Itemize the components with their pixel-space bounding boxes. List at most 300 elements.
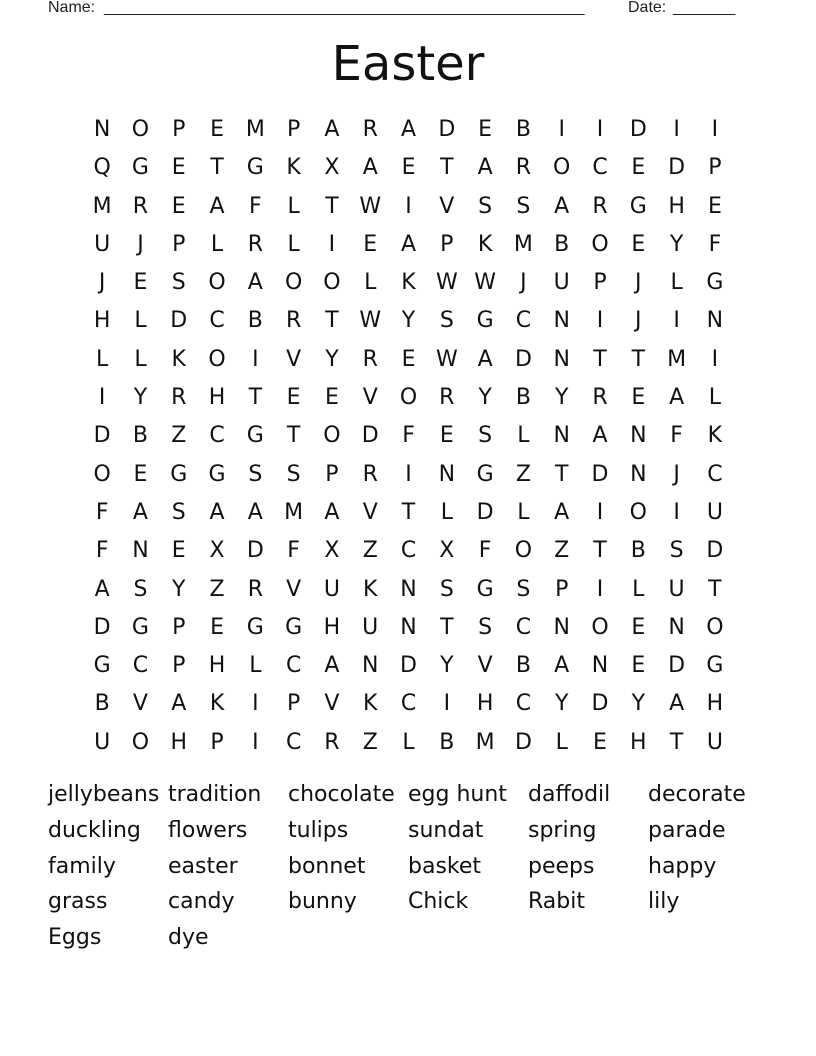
grid-letter: W <box>435 346 458 372</box>
grid-letter: G <box>170 461 188 487</box>
word-list-item: family <box>48 853 116 879</box>
grid-letter: B <box>554 231 570 257</box>
grid-letter: N <box>630 423 647 449</box>
grid-letter: T <box>210 155 224 181</box>
grid-letter: J <box>635 270 642 296</box>
grid-letter: T <box>708 576 722 602</box>
grid-letter: L <box>249 653 262 679</box>
grid-letter: G <box>476 576 494 602</box>
word-list-item: flowers <box>168 817 248 843</box>
grid-letter: S <box>286 461 301 487</box>
grid-letter: Z <box>171 423 187 449</box>
word-list-item: peeps <box>528 853 595 879</box>
grid-letter: N <box>553 346 570 372</box>
grid-letter: L <box>632 576 645 602</box>
word-list-item: decorate <box>648 782 746 807</box>
grid-letter: D <box>668 155 686 181</box>
grid-letter: G <box>706 270 724 296</box>
grid-letter: I <box>405 461 412 487</box>
grid-letter: C <box>592 155 608 181</box>
word-list-item: tradition <box>168 782 262 807</box>
grid-letter: O <box>323 270 341 296</box>
grid-letter: E <box>171 155 186 181</box>
grid-letter: V <box>362 499 378 525</box>
grid-letter: O <box>208 270 226 296</box>
grid-letter: L <box>517 423 530 449</box>
grid-letter: O <box>591 231 609 257</box>
grid-letter: X <box>324 155 340 181</box>
grid-letter: G <box>131 614 149 640</box>
grid-letter: T <box>669 729 684 755</box>
grid-letter: J <box>635 308 642 334</box>
grid-letter: W <box>435 270 458 296</box>
grid-letter: E <box>631 231 646 257</box>
grid-letter: E <box>593 729 607 755</box>
grid-letter: T <box>593 346 607 372</box>
name-label: Name: <box>48 0 96 16</box>
grid-letter: R <box>362 117 378 142</box>
grid-letter: D <box>591 461 609 487</box>
grid-letter: O <box>399 385 418 411</box>
grid-letter: I <box>252 691 259 717</box>
grid-letter: J <box>98 270 106 296</box>
grid-letter: S <box>516 576 531 602</box>
grid-letter: R <box>592 193 608 219</box>
grid-letter: V <box>362 385 378 411</box>
grid-letter: F <box>478 538 492 564</box>
grid-letter: N <box>553 308 570 334</box>
grid-letter: E <box>210 614 224 640</box>
grid-letter: K <box>363 576 378 602</box>
grid-letter: R <box>285 308 302 334</box>
grid-letter: N <box>553 423 570 449</box>
grid-letter: P <box>172 117 186 142</box>
grid-letter: A <box>209 499 225 525</box>
grid-letter: U <box>362 614 379 640</box>
grid-letter: T <box>325 193 339 219</box>
grid-letter: N <box>706 308 724 334</box>
word-list-item: duckling <box>48 817 141 843</box>
word-list-item: parade <box>648 817 726 843</box>
grid-letter: N <box>591 653 609 679</box>
grid-letter: X <box>439 538 455 564</box>
grid-letter: H <box>208 653 226 679</box>
grid-letter: F <box>287 538 300 564</box>
grid-letter: I <box>443 691 451 717</box>
word-list-item: easter <box>168 853 238 879</box>
grid-letter: Z <box>209 576 225 602</box>
grid-letter: N <box>668 614 685 640</box>
grid-letter: S <box>133 576 148 602</box>
grid-letter: C <box>400 538 417 564</box>
grid-letter: B <box>132 423 148 449</box>
grid-letter: P <box>172 653 186 679</box>
word-list-item: bunny <box>288 889 357 915</box>
grid-letter: O <box>323 423 341 449</box>
grid-letter: C <box>707 461 723 487</box>
grid-letter: K <box>209 691 225 717</box>
header <box>48 0 748 20</box>
grid-letter: T <box>440 614 454 640</box>
grid-letter: D <box>93 423 111 449</box>
grid-letter: X <box>324 538 340 564</box>
grid-letter: E <box>171 538 186 564</box>
grid-letter: E <box>439 423 454 449</box>
grid-letter: O <box>591 614 609 640</box>
grid-letter: C <box>209 308 225 334</box>
grid-letter: G <box>476 308 494 334</box>
grid-letter: R <box>247 231 263 257</box>
grid-letter: F <box>95 499 109 525</box>
grid-letter: B <box>439 729 455 755</box>
grid-letter: P <box>286 691 301 717</box>
grid-letter: G <box>285 614 303 640</box>
grid-letter: G <box>246 423 264 449</box>
grid-letter: A <box>669 691 685 717</box>
word-list-item: candy <box>168 889 235 915</box>
grid-letter: A <box>554 653 570 679</box>
grid-letter: F <box>402 423 415 449</box>
grid-letter: J <box>520 270 527 296</box>
word-list <box>48 777 768 956</box>
grid-letter: O <box>553 155 571 181</box>
grid-letter: D <box>246 538 264 564</box>
grid-letter: U <box>706 729 723 755</box>
grid-letter: Q <box>93 155 111 181</box>
word-list-item: chocolate <box>288 782 395 807</box>
grid-letter: S <box>439 576 454 602</box>
grid-letter: Y <box>172 576 186 602</box>
grid-letter: R <box>132 193 149 219</box>
grid-letter: P <box>172 614 186 640</box>
grid-letter: E <box>401 155 416 181</box>
grid-letter: I <box>596 499 604 525</box>
grid-letter: L <box>708 385 722 411</box>
grid-letter: G <box>476 461 494 487</box>
grid-letter: I <box>711 117 719 142</box>
grid-letter: F <box>670 423 683 449</box>
grid-letter: D <box>514 729 532 755</box>
grid-letter: V <box>439 193 455 219</box>
grid-letter: K <box>363 691 378 717</box>
grid-letter: R <box>171 385 187 411</box>
grid-letter: E <box>631 614 646 640</box>
grid-letter: B <box>515 117 531 142</box>
grid-letter: B <box>630 538 646 564</box>
word-list-item: basket <box>408 853 482 879</box>
grid-letter: I <box>596 117 604 142</box>
grid-letter: T <box>401 499 416 525</box>
grid-letter: T <box>248 385 263 411</box>
grid-letter: Y <box>478 385 492 411</box>
grid-letter: N <box>630 461 647 487</box>
grid-letter: M <box>284 499 304 525</box>
grid-letter: O <box>93 461 111 487</box>
grid-letter: I <box>673 308 680 334</box>
grid-letter: P <box>325 461 339 487</box>
grid-letter: X <box>209 538 225 564</box>
grid-letter: S <box>669 538 684 564</box>
grid-letter: V <box>477 653 493 679</box>
grid-letter: Z <box>362 538 378 564</box>
grid-letter: K <box>171 346 186 372</box>
grid-letter: T <box>554 461 569 487</box>
grid-letter: L <box>440 499 453 525</box>
word-list-item: tulips <box>288 817 349 843</box>
grid-letter: A <box>209 193 225 219</box>
grid-letter: I <box>596 308 604 334</box>
grid-letter: N <box>132 538 149 564</box>
word-list-item: happy <box>648 853 717 879</box>
grid-letter: U <box>94 231 111 257</box>
grid-letter: O <box>208 346 226 372</box>
grid-letter: R <box>324 729 340 755</box>
grid-letter: C <box>515 614 532 640</box>
grid-letter: A <box>247 499 263 525</box>
grid-letter: O <box>706 614 724 640</box>
grid-letter: C <box>515 691 532 717</box>
grid-letter: H <box>668 193 685 219</box>
grid-letter: H <box>323 614 341 640</box>
grid-letter: S <box>478 193 493 219</box>
grid-letter: S <box>248 461 263 487</box>
grid-letter: U <box>94 729 111 755</box>
date-line: _______ <box>673 0 736 16</box>
grid-letter: T <box>325 308 339 334</box>
grid-letter: J <box>673 461 680 487</box>
grid-letter: L <box>517 499 530 525</box>
grid-letter: Y <box>554 691 569 717</box>
grid-letter: M <box>92 193 112 219</box>
grid-letter: A <box>669 385 685 411</box>
grid-letter: A <box>247 270 263 296</box>
grid-letter: G <box>629 193 647 219</box>
grid-letter: M <box>475 729 495 755</box>
grid-letter: H <box>630 729 647 755</box>
grid-letter: Z <box>515 461 531 487</box>
grid-letter: D <box>438 117 456 142</box>
grid-letter: Y <box>401 308 416 334</box>
grid-letter: U <box>323 576 340 602</box>
grid-letter: I <box>673 499 680 525</box>
grid-letter: M <box>245 117 265 142</box>
grid-letter: E <box>133 461 148 487</box>
grid-letter: S <box>478 614 493 640</box>
grid-letter: V <box>132 691 148 717</box>
word-list-item: Eggs <box>48 925 102 951</box>
grid-letter: Y <box>554 385 569 411</box>
grid-letter: I <box>328 231 336 257</box>
grid-letter: I <box>252 346 259 372</box>
grid-letter: N <box>438 461 456 487</box>
grid-letter: H <box>208 385 226 411</box>
grid-letter: A <box>400 231 417 257</box>
word-list-item: egg hunt <box>408 782 507 807</box>
grid-letter: C <box>285 729 302 755</box>
grid-letter: K <box>401 270 416 296</box>
grid-letter: E <box>210 117 224 142</box>
grid-letter: P <box>210 729 224 755</box>
grid-letter: M <box>667 346 687 372</box>
grid-letter: D <box>476 499 494 525</box>
grid-letter: G <box>246 155 264 181</box>
grid-letter: A <box>324 117 340 142</box>
grid-letter: U <box>668 576 685 602</box>
grid-letter: R <box>247 576 263 602</box>
grid-letter: E <box>631 155 646 181</box>
grid-letter: I <box>98 385 106 411</box>
grid-letter: J <box>137 231 144 257</box>
grid-letter: C <box>515 308 532 334</box>
grid-letter: A <box>132 499 148 525</box>
grid-letter: I <box>558 117 565 142</box>
word-list-item: Chick <box>408 889 469 915</box>
date-label: Date: <box>628 0 667 16</box>
grid-letter: D <box>170 308 188 334</box>
grid-letter: C <box>285 653 302 679</box>
grid-letter: B <box>247 308 263 334</box>
grid-letter: C <box>132 653 149 679</box>
grid-letter: T <box>440 155 454 181</box>
grid-letter: R <box>515 155 532 181</box>
grid-letter: R <box>362 346 378 372</box>
grid-letter: Y <box>631 691 646 717</box>
grid-letter: N <box>400 614 417 640</box>
grid-letter: E <box>363 231 378 257</box>
grid-letter: C <box>400 691 417 717</box>
letter-grid <box>83 111 734 762</box>
grid-letter: G <box>246 614 264 640</box>
word-list-item: bonnet <box>288 853 366 879</box>
grid-letter: R <box>439 385 455 411</box>
grid-letter: P <box>286 117 301 142</box>
grid-letter: A <box>324 499 340 525</box>
grid-letter: L <box>287 193 300 219</box>
grid-letter: F <box>708 231 722 257</box>
grid-letter: D <box>706 538 724 564</box>
grid-letter: S <box>478 423 493 449</box>
grid-letter: D <box>514 346 532 372</box>
grid-letter: W <box>359 308 382 334</box>
grid-letter: M <box>513 231 533 257</box>
grid-letter: L <box>555 729 568 755</box>
word-list-item: Rabit <box>528 889 585 915</box>
grid-letter: T <box>593 538 607 564</box>
grid-letter: D <box>668 653 686 679</box>
grid-letter: A <box>362 155 378 181</box>
grid-letter: P <box>555 576 569 602</box>
grid-letter: T <box>286 423 301 449</box>
grid-letter: B <box>94 691 110 717</box>
grid-letter: N <box>93 117 111 142</box>
grid-letter: Y <box>669 231 684 257</box>
grid-letter: L <box>134 308 147 334</box>
grid-letter: N <box>361 653 379 679</box>
grid-letter: L <box>670 270 683 296</box>
grid-letter: A <box>554 193 570 219</box>
grid-letter: Z <box>554 538 570 564</box>
grid-letter: O <box>629 499 647 525</box>
page-title: Easter <box>331 36 485 92</box>
grid-letter: A <box>477 346 493 372</box>
word-list-item: dye <box>168 925 209 951</box>
grid-letter: L <box>96 346 109 372</box>
word-list-item: jellybeans <box>48 782 160 807</box>
grid-letter: A <box>592 423 608 449</box>
grid-letter: Y <box>325 346 339 372</box>
grid-letter: D <box>591 691 609 717</box>
word-list-item: lily <box>648 889 680 915</box>
name-line: ______________________________________________________ <box>104 0 585 16</box>
grid-letter: Y <box>440 653 454 679</box>
grid-letter: I <box>596 576 604 602</box>
grid-letter: D <box>400 653 417 679</box>
grid-letter: E <box>401 346 416 372</box>
grid-letter: P <box>593 270 607 296</box>
grid-letter: S <box>516 193 531 219</box>
grid-letter: E <box>171 193 186 219</box>
grid-letter: A <box>554 499 570 525</box>
grid-letter: C <box>209 423 225 449</box>
word-list-item: spring <box>528 817 597 843</box>
grid-letter: S <box>171 499 186 525</box>
grid-letter: W <box>359 193 382 219</box>
grid-letter: P <box>708 155 722 181</box>
grid-letter: T <box>631 346 646 372</box>
grid-letter: L <box>134 346 147 372</box>
grid-letter: F <box>249 193 262 219</box>
grid-letter: U <box>553 270 570 296</box>
grid-letter: K <box>707 423 723 449</box>
grid-letter: E <box>707 193 722 219</box>
grid-letter: R <box>592 385 608 411</box>
grid-letter: A <box>324 653 340 679</box>
grid-letter: L <box>210 231 224 257</box>
grid-letter: H <box>476 691 494 717</box>
grid-letter: E <box>286 385 301 411</box>
grid-letter: H <box>170 729 188 755</box>
grid-letter: S <box>171 270 186 296</box>
grid-letter: K <box>286 155 301 181</box>
grid-letter: G <box>208 461 226 487</box>
grid-letter: A <box>171 691 187 717</box>
grid-letter: E <box>631 653 646 679</box>
grid-letter: G <box>706 653 724 679</box>
grid-letter: O <box>284 270 303 296</box>
grid-letter: H <box>706 691 724 717</box>
grid-letter: D <box>361 423 379 449</box>
word-list-item: daffodil <box>528 782 611 807</box>
grid-letter: K <box>477 231 493 257</box>
grid-letter: F <box>95 538 109 564</box>
grid-letter: I <box>711 346 719 372</box>
grid-letter: O <box>514 538 533 564</box>
grid-letter: I <box>673 117 680 142</box>
grid-letter: I <box>252 729 259 755</box>
grid-letter: I <box>405 193 412 219</box>
grid-letter: H <box>93 308 111 334</box>
grid-letter: L <box>287 231 300 257</box>
grid-letter: L <box>364 270 377 296</box>
grid-letter: R <box>362 461 378 487</box>
grid-letter: D <box>93 614 111 640</box>
grid-letter: V <box>286 346 302 372</box>
grid-letter: W <box>474 270 496 296</box>
grid-letter: P <box>172 231 186 257</box>
grid-letter: D <box>629 117 647 142</box>
grid-letter: A <box>477 155 493 181</box>
grid-letter: U <box>706 499 723 525</box>
